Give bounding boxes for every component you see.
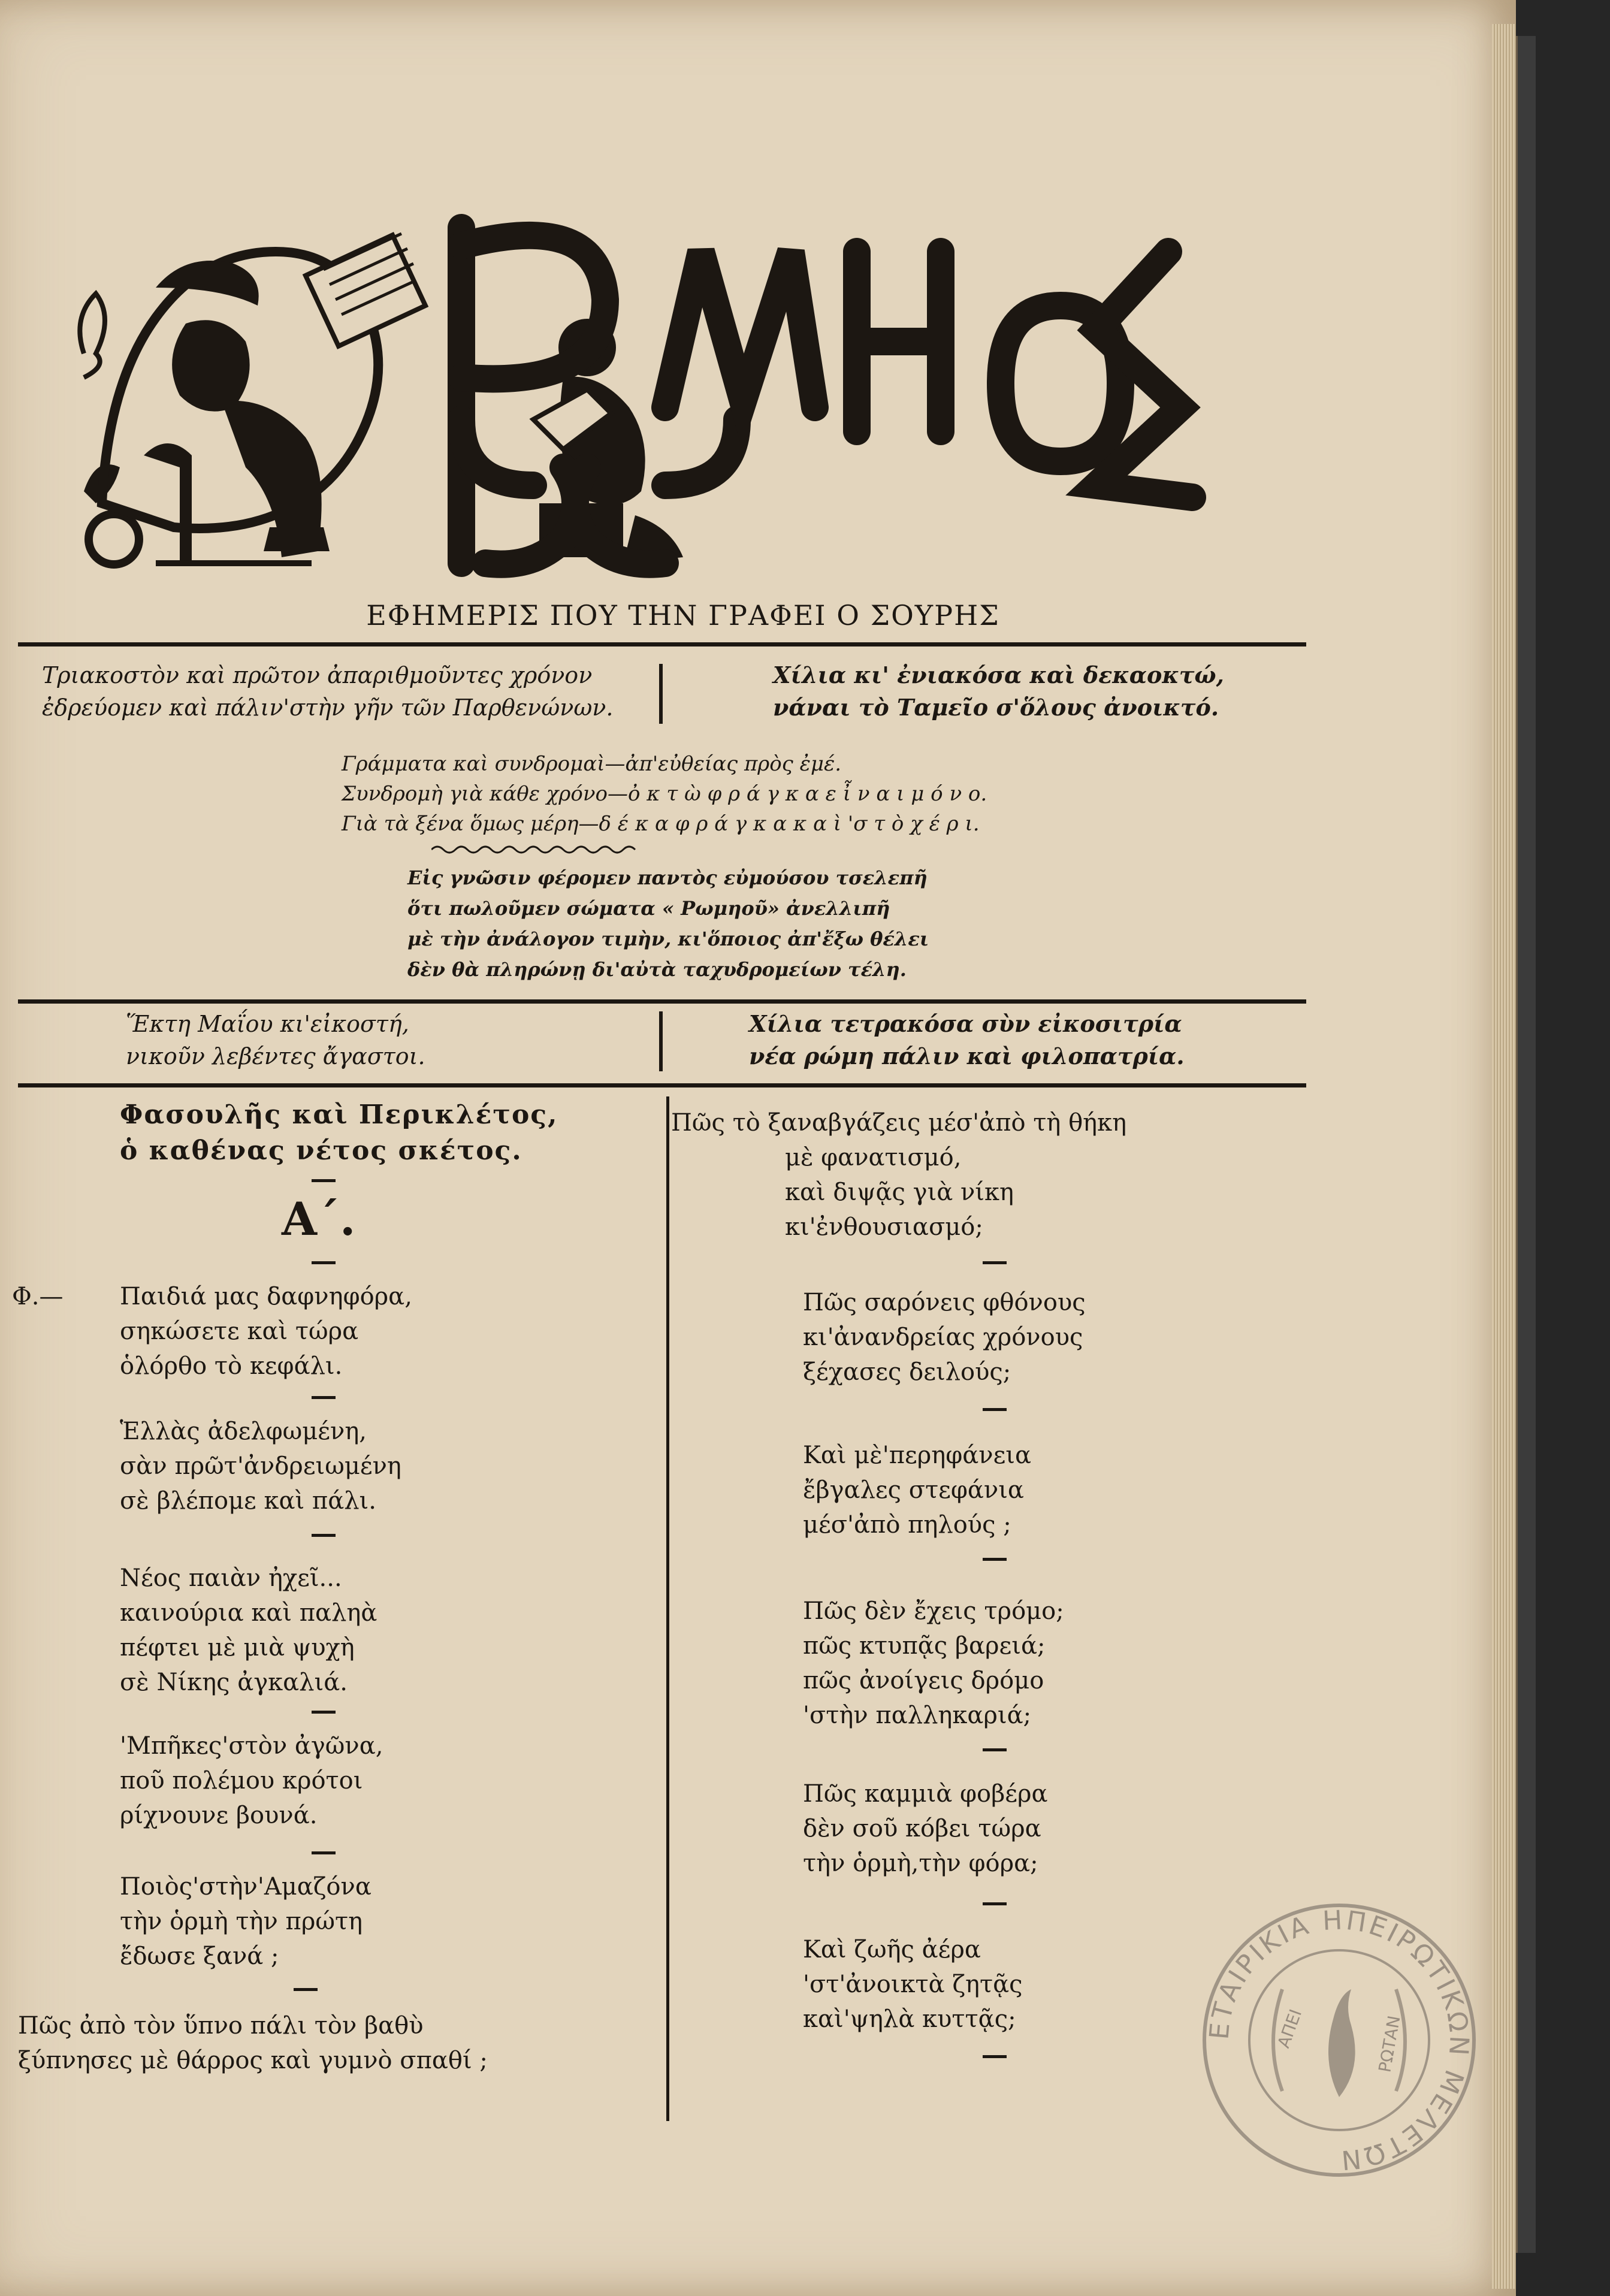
separator-dash bbox=[983, 2055, 1007, 2058]
separator-dash bbox=[983, 1902, 1007, 1905]
verse-line: Ἑλλὰς ἀδελφωμένη, bbox=[120, 1418, 367, 1445]
separator-dash bbox=[312, 1396, 336, 1399]
dialogue-title-line2: ὁ καθένας νέτος σκέτος. bbox=[120, 1135, 522, 1166]
column-divider bbox=[666, 1096, 669, 2121]
dateline-divider bbox=[659, 1011, 663, 1071]
verse-line: σηκώσετε καὶ τώρα bbox=[120, 1318, 359, 1345]
stanza bbox=[120, 1414, 401, 1518]
subscription-line: Γιὰ τὰ ξένα ὅμως μέρη—δ έ κ α φ ρ ά γ κ α κ α ὶ 'σ τ ὸ χ έ ρ ι. bbox=[342, 812, 980, 836]
dateline-top-rule bbox=[18, 999, 1306, 1004]
verse-line: καὶ'ψηλὰ κυττᾷς; bbox=[803, 2005, 1016, 2033]
separator-dash bbox=[312, 1261, 336, 1264]
verse-line: ποῦ πολέμου κρότοι bbox=[120, 1767, 363, 1794]
notice-line: μὲ τὴν ἀνάλογον τιμὴν, κι'ὅποιος ἀπ'ἔξω θέλει bbox=[407, 928, 929, 950]
stanza bbox=[785, 1140, 1014, 1244]
verse-line: 'Μπῆκες'στὸν ἀγῶνα, bbox=[120, 1732, 383, 1760]
stanza bbox=[120, 1869, 371, 1974]
library-stamp bbox=[1198, 1899, 1480, 2181]
verse-line: κι'ἐνθουσιασμό; bbox=[785, 1213, 983, 1241]
verse-line: Πῶς καμμιὰ φοβέρα bbox=[803, 1780, 1048, 1808]
verse-line: Παιδιά μας δαφνηφόρα, bbox=[120, 1283, 412, 1310]
header-top-rule bbox=[18, 642, 1306, 646]
header-left-line1: Τριακοστὸν καὶ πρῶτον ἀπαριθμοῦντες χρόνον bbox=[42, 662, 593, 688]
verse-line: σὰν πρῶτ'ἀνδρειωμένη bbox=[120, 1452, 401, 1480]
verse-line: καινούρια καὶ παληὰ bbox=[120, 1599, 377, 1627]
verse-line: ὁλόρθο τὸ κεφάλι. bbox=[120, 1352, 343, 1380]
separator-dash bbox=[983, 1408, 1007, 1411]
separator-dash bbox=[983, 1748, 1007, 1751]
verse-line: 'στὴν παλληκαριά; bbox=[803, 1702, 1032, 1729]
verse-line: ξύπνησες μὲ θάρρος καὶ γυμνὸ σπαθί ; bbox=[18, 2047, 488, 2074]
subscription-line: Γράμματα καὶ συνδρομαὶ—ἀπ'εὐθείας πρὸς ἐμέ. bbox=[342, 752, 841, 776]
verse-line: μέσ'ἀπὸ πηλούς ; bbox=[803, 1511, 1011, 1539]
verse-line: Νέος παιὰν ἠχεῖ... bbox=[120, 1564, 342, 1592]
verse-line: τὴν ὁρμὴ τὴν πρώτη bbox=[120, 1908, 363, 1935]
page-edges bbox=[1492, 24, 1516, 2289]
dateline-left-line2: νικοῦν λεβέντες ἄγαστοι. bbox=[126, 1043, 425, 1070]
stanza bbox=[803, 1285, 1086, 1389]
stanza bbox=[803, 1438, 1031, 1542]
stamp-inner-left: ΑΠΕΙ bbox=[1273, 2006, 1306, 2051]
verse-line: μὲ φανατισμό, bbox=[785, 1144, 962, 1171]
verse-line: ξέχασες δειλούς; bbox=[803, 1358, 1011, 1386]
binding-edge bbox=[1516, 36, 1536, 2253]
stanza bbox=[120, 1561, 377, 1700]
notice-line: Εἰς γνῶσιν φέρομεν παντὸς εὐμούσου τσελεπῆ bbox=[407, 866, 928, 889]
notice-line: ὅτι πωλοῦμεν σώματα « Ρωμηοῦ» ἀνελλιπῆ bbox=[407, 897, 890, 920]
verse-line: κι'ἀνανδρείας χρόνους bbox=[803, 1324, 1083, 1351]
verse-line: ἔβγαλες στεφάνια bbox=[803, 1476, 1024, 1504]
dateline-bottom-rule bbox=[18, 1083, 1306, 1087]
verse-line: Πῶς ἀπὸ τὸν ὕπνο πάλι τὸν βαθὺ bbox=[18, 2012, 424, 2040]
stamp-ring-text: ΕΤΑΙΡΙΚΙΑ ΗΠΕΙΡΩΤΙΚΩΝ ΜΕΛΕΤΩΝ bbox=[1204, 1905, 1475, 2176]
notice-line: δὲν θὰ πληρώνῃ δι'αὐτὰ ταχυδρομείων τέλη. bbox=[407, 958, 907, 981]
verse-line: Καὶ ζωῆς ἀέρα bbox=[803, 1936, 981, 1963]
separator-dash bbox=[312, 1851, 336, 1854]
closing-lines bbox=[18, 2008, 488, 2078]
subscription-line: Συνδρομὴ γιὰ κάθε χρόνο—ὀ κ τ ὼ φ ρ ά γ κ α ε ἶ ν α ι μ ό ν ο. bbox=[342, 782, 987, 806]
header-right-line1: Χίλια κι' ἐνιακόσα καὶ δεκαοκτώ, bbox=[773, 661, 1224, 688]
verse-line: Πῶς τὸ ξαναβγάζεις μέσ'ἀπὸ τὴ θήκη bbox=[671, 1109, 1127, 1137]
stanza bbox=[803, 1932, 1023, 2037]
verse-line: σὲ Νίκης ἀγκαλιά. bbox=[120, 1669, 348, 1696]
stanza bbox=[803, 1777, 1048, 1881]
separator-dash bbox=[983, 1558, 1007, 1561]
verse-line: Πῶς δὲν ἔχεις τρόμο; bbox=[803, 1597, 1064, 1625]
verse-line: ἔδωσε ξανά ; bbox=[120, 1942, 279, 1970]
separator-dash bbox=[312, 1534, 336, 1537]
section-heading: Α΄. bbox=[282, 1192, 356, 1246]
verse-line: Καὶ μὲ'περηφάνεια bbox=[803, 1442, 1031, 1469]
verse-line: 'στ'ἀνοικτὰ ζητᾷς bbox=[803, 1971, 1023, 1998]
masthead-subtitle: ΕΦΗΜΕΡΙΣ ΠΟΥ ΤΗΝ ΓΡΑΦΕΙ Ο ΣΟΥΡΗΣ bbox=[366, 599, 1000, 632]
stamp-inner-right: ΡΩΤΑΝ bbox=[1375, 2014, 1404, 2074]
verse-line: σὲ βλέπομε καὶ πάλι. bbox=[120, 1487, 376, 1515]
stanza bbox=[120, 1729, 383, 1833]
verse-line: Ποιὸς'στὴν'Αμαζόνα bbox=[120, 1873, 371, 1901]
speaker-label: Φ.— bbox=[12, 1283, 64, 1310]
verse-line: ρίχνουνε βουνά. bbox=[120, 1802, 318, 1829]
verse-line: Πῶς σαρόνεις φθόνους bbox=[803, 1289, 1086, 1316]
dateline-right-line2: νέα ρώμη πάλιν καὶ φιλοπατρία. bbox=[749, 1043, 1185, 1070]
wavy-divider bbox=[431, 844, 767, 856]
stanza bbox=[803, 1594, 1064, 1733]
header-left-line2: ἐδρεύομεν καὶ πάλιν'στὴν γῆν τῶν Παρθενώνων. bbox=[42, 694, 614, 721]
dialogue-title-line1: Φασουλῆς καὶ Περικλέτος, bbox=[120, 1099, 558, 1130]
dateline-left-line1: Ἕκτη Μαΐου κι'εἰκοστή, bbox=[126, 1011, 409, 1037]
stanza bbox=[120, 1279, 412, 1383]
verse-line: τὴν ὁρμὴ,τὴν φόρα; bbox=[803, 1850, 1038, 1877]
verse-line: πῶς ἀνοίγεις δρόμο bbox=[803, 1667, 1044, 1694]
separator-dash bbox=[312, 1179, 336, 1182]
separator-dash bbox=[983, 1261, 1007, 1264]
verse-line: καὶ διψᾷς γιὰ νίκη bbox=[785, 1179, 1014, 1206]
verse-line: πέφτει μὲ μιὰ ψυχὴ bbox=[120, 1634, 355, 1661]
header-divider bbox=[659, 664, 663, 724]
verse-line: δὲν σοῦ κόβει τώρα bbox=[803, 1815, 1041, 1842]
separator-dash bbox=[294, 1988, 318, 1991]
masthead-logo bbox=[66, 204, 1258, 587]
separator-dash bbox=[312, 1711, 336, 1714]
verse-line: πῶς κτυπᾷς βαρειά; bbox=[803, 1632, 1046, 1660]
header-right-line2: νάναι τὸ Ταμεῖο σ'ὅλους ἀνοικτό. bbox=[773, 694, 1219, 721]
dateline-right-line1: Χίλια τετρακόσα σὺν εἰκοσιτρία bbox=[749, 1010, 1182, 1037]
